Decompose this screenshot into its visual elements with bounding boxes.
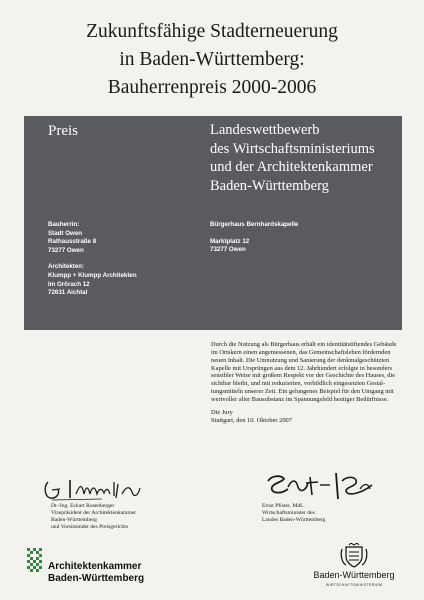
ak-line: Architektenkammer	[48, 561, 142, 572]
signatory-line: und Vorsitzender des Preisgerichts	[51, 524, 129, 530]
ak-line: Baden-Württemberg	[48, 572, 145, 584]
ministry-subtitle: WIRTSCHAFTSMINISTERIUM	[325, 583, 383, 587]
statement-line: Kapelle mit Ursprüngen aus dem 12. Jahrhundert erfolgte in besonders	[211, 364, 393, 372]
architektenkammer-logo-icon	[26, 547, 44, 575]
document-title	[0, 18, 424, 102]
signature-right-icon	[262, 471, 382, 501]
architektenkammer-name	[48, 561, 144, 584]
heading-line: und der Architektenkammer	[210, 159, 373, 175]
competition-heading	[210, 121, 400, 195]
signatory-line: Vizepräsident der Architektenkammer	[51, 510, 137, 516]
heading-line: Baden-Württemberg	[210, 177, 329, 194]
ministry-name: Baden-Württemberg	[313, 570, 395, 580]
statement-line: tungsmitteln unserer Zeit. Ein gelungenes Beispiel für den Umgang mit	[211, 388, 394, 396]
bauherrin-label: Bauherrin:	[48, 221, 80, 228]
project-block	[210, 221, 298, 255]
signatory-line: Wirtschaftsminister des	[262, 510, 315, 516]
signature-left-icon	[42, 476, 152, 502]
signatory-right	[262, 503, 325, 524]
architekten-line: 72631 Aichtal	[48, 289, 88, 297]
statement-line: neuen Inhalt. Die Umnutzung und Sanierung der denkmalgeschützten	[211, 356, 390, 364]
architekten-label: Architekten:	[48, 263, 85, 271]
statement-line: im Ortskern einen angemessenen, das Gemeinschaftsleben fördernden	[211, 348, 391, 356]
project-address-line: Marktplatz 12	[210, 237, 250, 245]
signatory-line: Ernst Pfister, MdL	[262, 503, 304, 509]
spacer	[210, 230, 298, 238]
statement-line: sensibler Weise mit großem Respekt vor der Geschichte des Hauses, die	[211, 372, 396, 380]
signatory-line: Dr.-Ing. Eckart Rosenberger	[51, 503, 115, 509]
statement-line: Durch die Nutzung als Bürgerhaus erhält ein identitätstiftendes Gebäude	[211, 341, 397, 348]
title-line-3: Bauherrenpreis 2000-2006	[107, 77, 317, 98]
signatory-left	[51, 503, 136, 531]
architekten-line: Im Grörach 12	[48, 280, 90, 288]
award-label: Preis	[48, 123, 78, 139]
heading-line: des Wirtschaftsministeriums	[210, 140, 375, 157]
jury-statement	[211, 341, 404, 424]
coat-of-arms-icon	[340, 543, 368, 569]
spacer	[48, 255, 137, 263]
project-address-line: 73277 Owen	[210, 246, 246, 254]
title-line-1: Zukunftsfähige Stadterneuerung	[86, 21, 338, 42]
place-date: Stuttgart, den 10. Oktober 2007	[211, 416, 292, 424]
signatory-line: Landes Baden-Württemberg	[262, 517, 326, 523]
parties-block	[48, 221, 137, 298]
signatory-line: Baden-Württemberg	[51, 517, 97, 523]
heading-line: Landeswettbewerb	[210, 122, 320, 138]
statement-line: sichtbar bleibt, und mit reduzierten, vorbildlich eingesetzten Gestal-	[211, 380, 386, 388]
award-band	[24, 116, 402, 330]
title-line-2: in Baden-Württemberg:	[119, 49, 305, 70]
statement-line: wertvoller alter Bausubstanz im Spannungsfeld heutiger Bedürfnisse.	[211, 395, 389, 403]
bauherrin-line: Stadt Owen	[48, 229, 83, 237]
jury-label: Die Jury	[211, 408, 233, 416]
architekten-line: Klumpp + Klumpp Architekten	[48, 271, 137, 279]
bauherrin-line: 73277 Owen	[48, 246, 84, 254]
project-name: Bürgerhaus Bernhardskapelle	[210, 221, 299, 228]
bauherrin-line: Rathausstraße 8	[48, 238, 97, 246]
